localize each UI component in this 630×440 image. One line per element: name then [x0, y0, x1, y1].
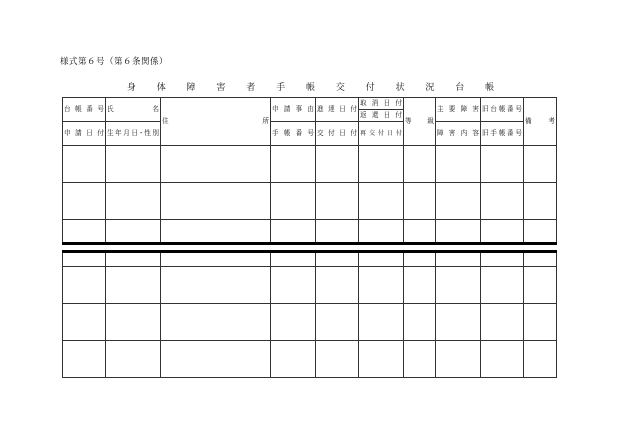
header-book-no: 手帳番号 [271, 122, 316, 146]
form-title: 身 体 障 害 者 手 帳 交 付 状 況 台 帳 [126, 83, 504, 93]
table-row [63, 304, 557, 341]
table-row [63, 146, 557, 183]
ledger-table [62, 97, 557, 378]
double-rule-separator [63, 244, 557, 252]
header-disability-detail: 障害内容 [436, 122, 481, 146]
header-send-date: 進達日付 [316, 98, 359, 122]
header-row-2 [63, 122, 557, 146]
table-row [63, 220, 557, 244]
form-number: 様式第６号（第６条関係） [60, 57, 169, 67]
header-old-book-no: 旧手帳番号 [481, 122, 524, 146]
header-cancel-return: 取消日付 返還日付 [359, 98, 404, 122]
header-grade: 等 級 [404, 98, 436, 146]
header-remarks: 備 考 [524, 98, 557, 146]
table-row [63, 341, 557, 378]
header-birth-sex: 生年月日･性別 [106, 122, 161, 146]
header-issue-date: 交付日付 [316, 122, 359, 146]
table-row [63, 183, 557, 220]
table-row [63, 252, 557, 267]
table-row [63, 267, 557, 304]
header-main-disability: 主要障害 [436, 98, 481, 122]
header-ledger-no: 台帳番号 [63, 98, 106, 122]
header-apply-date: 申請日付 [63, 122, 106, 146]
header-old-ledger-no: 旧台帳番号 [481, 98, 524, 122]
header-reissue-date: 再交付日付 [359, 122, 404, 146]
header-address: 住 所 [161, 98, 271, 146]
header-name: 氏 名 [106, 98, 161, 122]
header-row-1 [63, 98, 557, 122]
header-reason: 申請事由 [271, 98, 316, 122]
